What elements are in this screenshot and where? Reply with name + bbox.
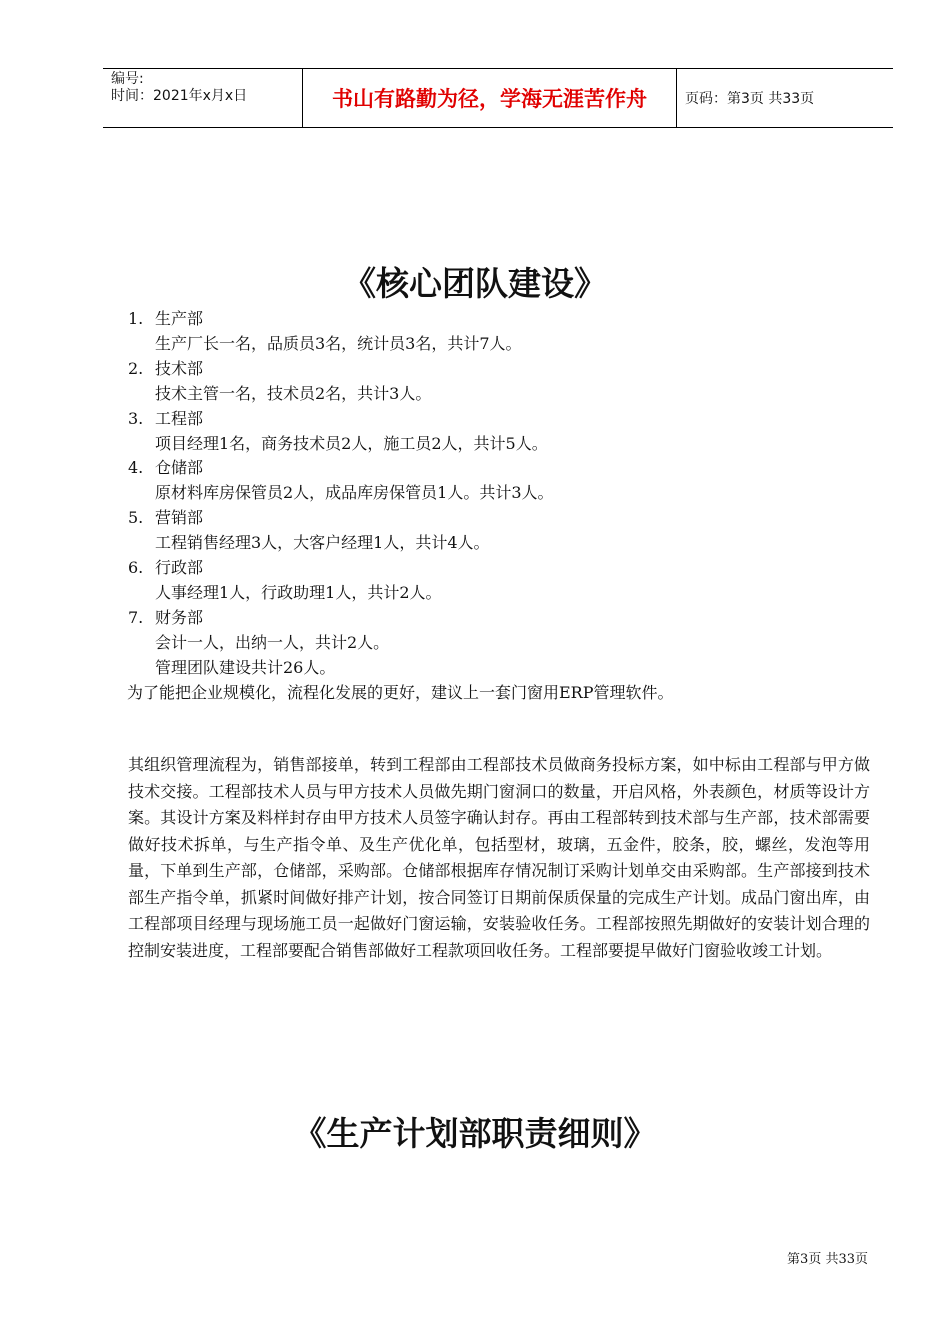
item-department: 财务部 <box>155 607 204 627</box>
item-department: 行政部 <box>155 558 204 578</box>
doc-code-label: 编号: <box>111 71 144 87</box>
list-item <box>128 407 888 457</box>
list-item <box>128 606 888 656</box>
erp-suggestion: 为了能把企业规模化，流程化发展的更好，建议上一套门窗用ERP管理软件。 <box>127 682 674 702</box>
item-number: 4. <box>128 458 144 478</box>
item-detail: 原材料库房保管员2人，成品库房保管员1人。共计3人。 <box>155 483 554 503</box>
list-item <box>128 456 888 506</box>
item-detail: 工程销售经理3人，大客户经理1人，共计4人。 <box>155 533 490 553</box>
team-total: 管理团队建设共计26人。 <box>155 657 336 677</box>
page-header <box>103 68 893 128</box>
department-list <box>128 307 888 706</box>
item-department: 生产部 <box>155 309 204 328</box>
section-title-core-team: 《核心团队建设》 <box>343 264 607 303</box>
list-item <box>128 357 888 407</box>
list-item <box>128 307 888 357</box>
item-department: 营销部 <box>155 508 204 528</box>
item-number: 3. <box>128 408 144 428</box>
item-number: 6. <box>128 558 144 578</box>
item-detail: 项目经理1名，商务技术员2人，施工员2人，共计5人。 <box>155 433 548 453</box>
process-paragraph: 其组织管理流程为，销售部接单，转到工程部由工程部技术员做商务投标方案，如中标由工程部与甲方做技术交接。工程部技术人员与甲方技术人员做先期门窗洞口的数量，开启风格，外表颜色，材质等设计方案。其设计方案及料样封存由甲方技术人员签字确认封存。再由工程部转到技术部与生产部，技术部需要做好技术拆单，与生产指令单、及生产优化单，包括型材，玻璃，五金件，胶条，胶，螺丝，发泡等用量，下单到生产部，仓储部，采购部。仓储部根据库存情况制订采购计划单交由采购部。生产部接到技术部生产指令单，抓紧时间做好排产计划，按合同签订日期前保质保量的完成生产计划。成品门窗出库，由工程部项目经理与现场施工员一起做好门窗运输，安装验收任务。工程部按照先期做好的安装计划合理的控制安装进度，工程部要配合销售部做好工程款项回收任务。工程部要提早做好门窗验收竣工计划。 <box>128 755 870 960</box>
item-detail: 生产厂长一名，品质员3名，统计员3名，共计7人。 <box>155 333 522 353</box>
item-detail: 技术主管一名，技术员2名，共计3人。 <box>155 383 432 403</box>
header-meta <box>103 69 303 127</box>
item-number: 1. <box>128 309 144 328</box>
item-number: 7. <box>128 607 144 627</box>
item-number: 5. <box>128 508 144 528</box>
list-item <box>128 556 888 606</box>
item-number: 2. <box>128 358 144 378</box>
section-title-production-plan: 《生产计划部职责细则》 <box>293 1114 657 1153</box>
item-detail: 人事经理1人，行政助理1人，共计2人。 <box>155 582 442 602</box>
header-page-number: 页码：第3页 共33页 <box>685 91 815 107</box>
item-detail: 会计一人，出纳一人，共计2人。 <box>155 632 390 652</box>
item-department: 技术部 <box>155 358 204 378</box>
list-item <box>128 506 888 556</box>
item-department: 工程部 <box>155 408 204 428</box>
item-department: 仓储部 <box>155 458 204 478</box>
doc-time-label: 时间：2021年x月x日 <box>111 88 248 104</box>
header-motto: 书山有路勤为径，学海无涯苦作舟 <box>303 69 677 127</box>
footer-page-number: 第3页 共33页 <box>787 1252 868 1267</box>
